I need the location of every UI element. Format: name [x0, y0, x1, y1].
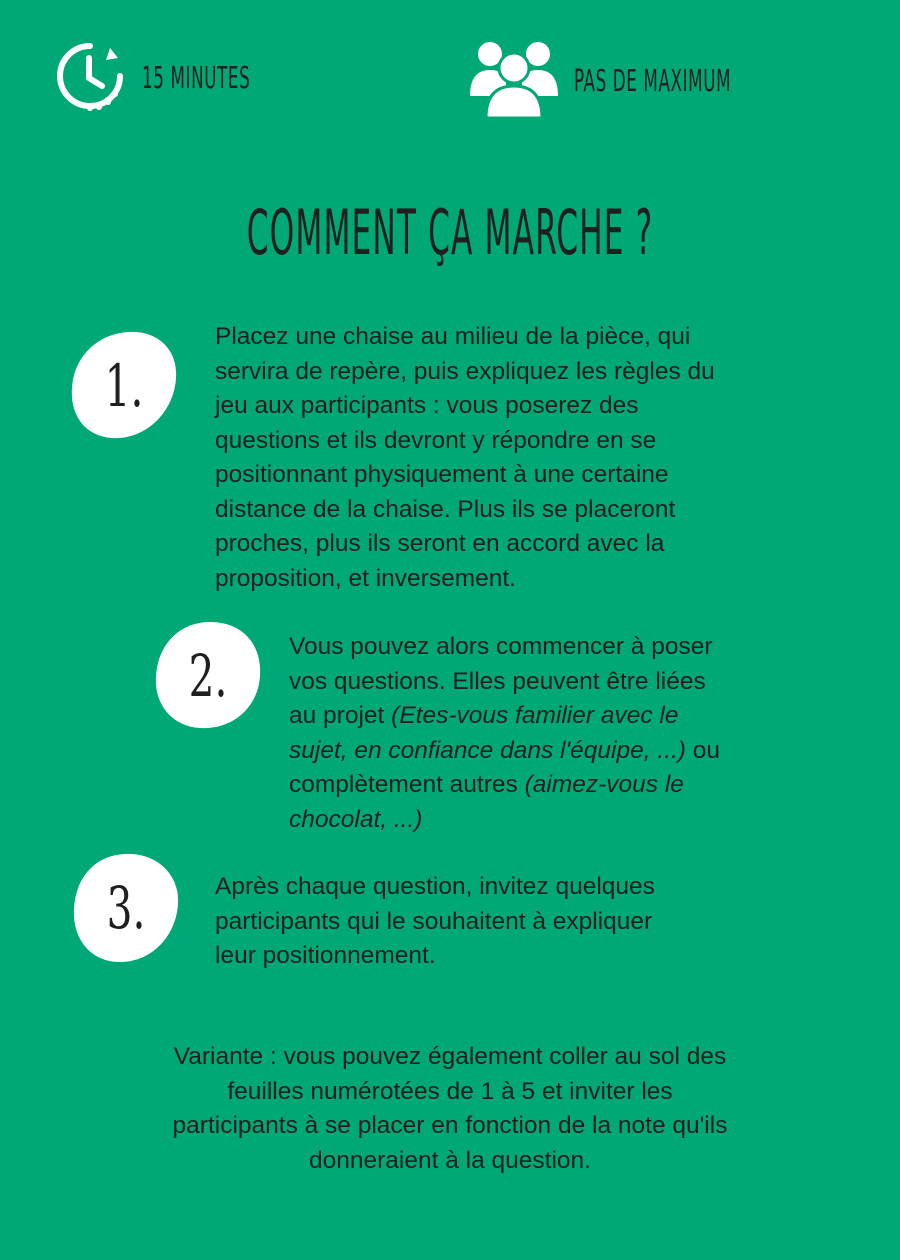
page-title-text: COMMENT ÇA MARCHE ? — [246, 196, 654, 269]
header — [0, 30, 900, 130]
page-title — [0, 196, 900, 269]
step-2-line: vos questions. Elles peuvent être liées — [289, 667, 706, 695]
step-3-number: 3. — [106, 874, 146, 942]
variant-line: participants à se placer en fonction de la note qu'ils — [172, 1112, 728, 1139]
step-2-line: sujet, en confiance dans l'équipe, ...) ou — [289, 736, 720, 764]
group-icon — [468, 38, 560, 125]
step-1-badge — [68, 330, 180, 442]
participants-label: PAS DE MAXIMUM — [574, 64, 732, 99]
variant-note — [80, 1040, 820, 1178]
variant-line: feuilles numérotées de 1 à 5 et inviter les — [227, 1077, 673, 1105]
clock-icon — [52, 38, 128, 119]
step-2-text — [289, 630, 859, 837]
variant-line: Variante : vous pouvez également coller au sol des — [173, 1043, 727, 1070]
variant-line: donneraient à la question. — [309, 1146, 591, 1174]
step-1-line: positionnant physiquement à une certaine — [215, 461, 669, 488]
step-3-line: participants qui le souhaitent à expliquer — [215, 907, 653, 935]
step-2-line: complètement autres (aimez-vous le — [289, 771, 684, 798]
step-1-text — [215, 320, 855, 596]
step-2-line: Vous pouvez alors commencer à poser — [289, 633, 713, 660]
step-2-number: 2. — [188, 642, 228, 710]
step-2-line: chocolat, ...) — [289, 805, 423, 833]
step-1-line: servira de repère, puis expliquez les règles du — [215, 357, 715, 385]
step-1-number: 1. — [104, 352, 144, 420]
participants-info — [468, 38, 827, 125]
step-3-text — [215, 870, 855, 974]
step-1-line: proposition, et inversement. — [215, 564, 516, 592]
step-2-line: au projet (Etes-vous familier avec le — [289, 702, 679, 729]
duration-info — [52, 38, 317, 119]
step-3-line: leur positionnement. — [215, 942, 436, 969]
step-1-line: distance de la chaise. Plus ils se placeront — [215, 495, 676, 523]
step-1-line: Placez une chaise au milieu de la pièce, qui — [215, 323, 691, 350]
step-1-line: proches, plus ils seront en accord avec la — [215, 530, 665, 557]
step-3-line: Après chaque question, invitez quelques — [215, 873, 655, 900]
step-2-badge — [152, 620, 264, 732]
step-3-badge — [70, 852, 182, 964]
duration-label: 15 MINUTES — [142, 61, 251, 96]
step-1-line: questions et ils devront y répondre en se — [215, 426, 657, 454]
step-1-line: jeu aux participants : vous poserez des — [215, 392, 639, 419]
